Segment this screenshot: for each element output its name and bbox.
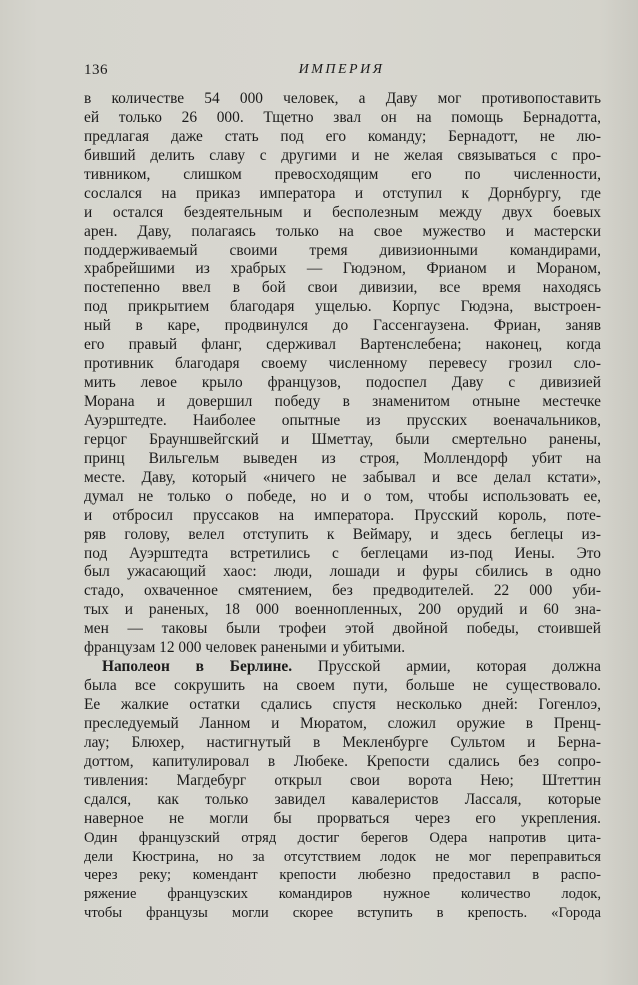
text-line: Ее жалкие остатки сдались спустя несколько дней: Гогенлоэ, (84, 696, 601, 713)
text-line: арен. Даву, полагаясь только на свое мужество и мастерски (84, 222, 601, 240)
text-line: была все сокрушить на своем пути, больше не существовало. (84, 677, 601, 695)
text-line: Прусской армии, которая должна (292, 658, 601, 676)
page-header (84, 62, 599, 82)
text-line: поддерживаемый своими тремя дивизионными командирами, (84, 241, 601, 259)
text-line: его правый фланг, сдерживал Вартенслебена; наконец, когда (84, 336, 601, 354)
section-paragraph-start (84, 658, 601, 677)
text-line: под прикрытием благодаря ущелью. Корпус Гюдэна, выстроен- (84, 298, 601, 316)
text-line: ряжение французских командиров нужное количество лодок, (84, 886, 601, 903)
text-line: преследуемый Ланном и Мюратом, сложил оружие в Пренц- (84, 714, 601, 732)
text-line: дели Кюстрина, но за отсутствием лодок не мог переправиться (84, 848, 601, 865)
text-line: стадо, охваченное смятением, без предводителей. 22 000 уби- (84, 582, 601, 600)
text-line: тых и раненых, 18 000 военнопленных, 200 орудий и 60 зна- (84, 601, 601, 619)
body-text (84, 90, 601, 923)
text-line: доттом, капитулировал в Любеке. Крепости сдались без сопро- (84, 752, 601, 770)
text-line: предлагая даже стать под его команду; Бернадотт, не лю- (84, 127, 601, 145)
text-line: под Ауэрштедта встретились с беглецами из-под Иены. Это (84, 544, 601, 562)
text-line: и остался бездеятельным и бесполезным между двух боевых (84, 203, 601, 221)
text-line: постепенно ввел в бой свои дивизии, все время находясь (84, 279, 601, 297)
text-line: в количестве 54 000 человек, а Даву мог противопоставить (84, 90, 601, 107)
text-line: бивший делить славу с другими и не желая связываться с про- (84, 146, 601, 164)
text-line: герцог Брауншвейгский и Шметтау, были смертельно ранены, (84, 430, 601, 448)
text-line: французам 12 000 человек ранеными и убитыми. (84, 639, 406, 657)
text-line: месте. Даву, который «ничего не забывал и все делал кстати», (84, 468, 601, 486)
text-line: сослался на приказ императора и отступил к Дорнбургу, где (84, 184, 601, 202)
text-line: был ужасающий хаос: люди, лошади и фуры сбились в одно (84, 563, 601, 581)
section-heading: Наполеон в Берлине. (102, 658, 293, 676)
running-title: ИМПЕРИЯ (298, 62, 385, 77)
text-line: чтобы французы могли скорее вступить в крепость. «Города (84, 905, 601, 922)
text-line: Морана и довершил победу в знаменитом отныне местечке (84, 393, 601, 410)
text-line: храбрейшими из храбрых — Гюдэном, Фрианом и Мораном, (84, 260, 601, 278)
text-line: противник благодаря своему численному перевесу грозил сло- (84, 355, 601, 373)
text-line: сдался, как только завидел кавалеристов Лассаля, которые (84, 790, 601, 808)
text-line: ряв голову, велел отступить к Веймару, и здесь беглецы из- (84, 525, 601, 543)
text-line: думал не только о победе, но и о том, чтобы использовать ее, (84, 487, 601, 505)
text-line: тивником, слишком превосходящим его по численности, (84, 165, 601, 183)
text-line: принц Вильгельм выведен из строя, Моллендорф убит на (84, 449, 601, 467)
text-line: мен — таковы были трофеи этой двойной победы, стоившей (84, 620, 601, 638)
text-line: ей только 26 000. Тщетно звал он на помощь Бернадотта, (84, 108, 601, 126)
text-line: Ауэрштедте. Наиболее опытные из прусских военачальников, (84, 411, 601, 429)
text-line: через реку; комендант крепости любезно предоставил в распо- (84, 867, 601, 884)
text-line: ный в каре, продвинулся до Гассенгаузена. Фриан, заняв (84, 317, 601, 335)
page-number: 136 (84, 62, 108, 78)
text-line: лау; Блюхер, настигнутый в Мекленбурге Сультом и Берна- (84, 733, 601, 751)
text-line: наверное не могли бы прорваться через его укрепления. (84, 809, 601, 827)
text-line: тивления: Магдебург открыл свои ворота Нею; Штеттин (84, 771, 601, 789)
text-line: и отбросил пруссаков на императора. Прусский король, поте- (84, 506, 601, 524)
text-line: мить левое крыло французов, подоспел Даву с дивизией (84, 374, 601, 392)
text-line: Один французский отряд достиг берегов Одера напротив цита- (84, 829, 601, 846)
